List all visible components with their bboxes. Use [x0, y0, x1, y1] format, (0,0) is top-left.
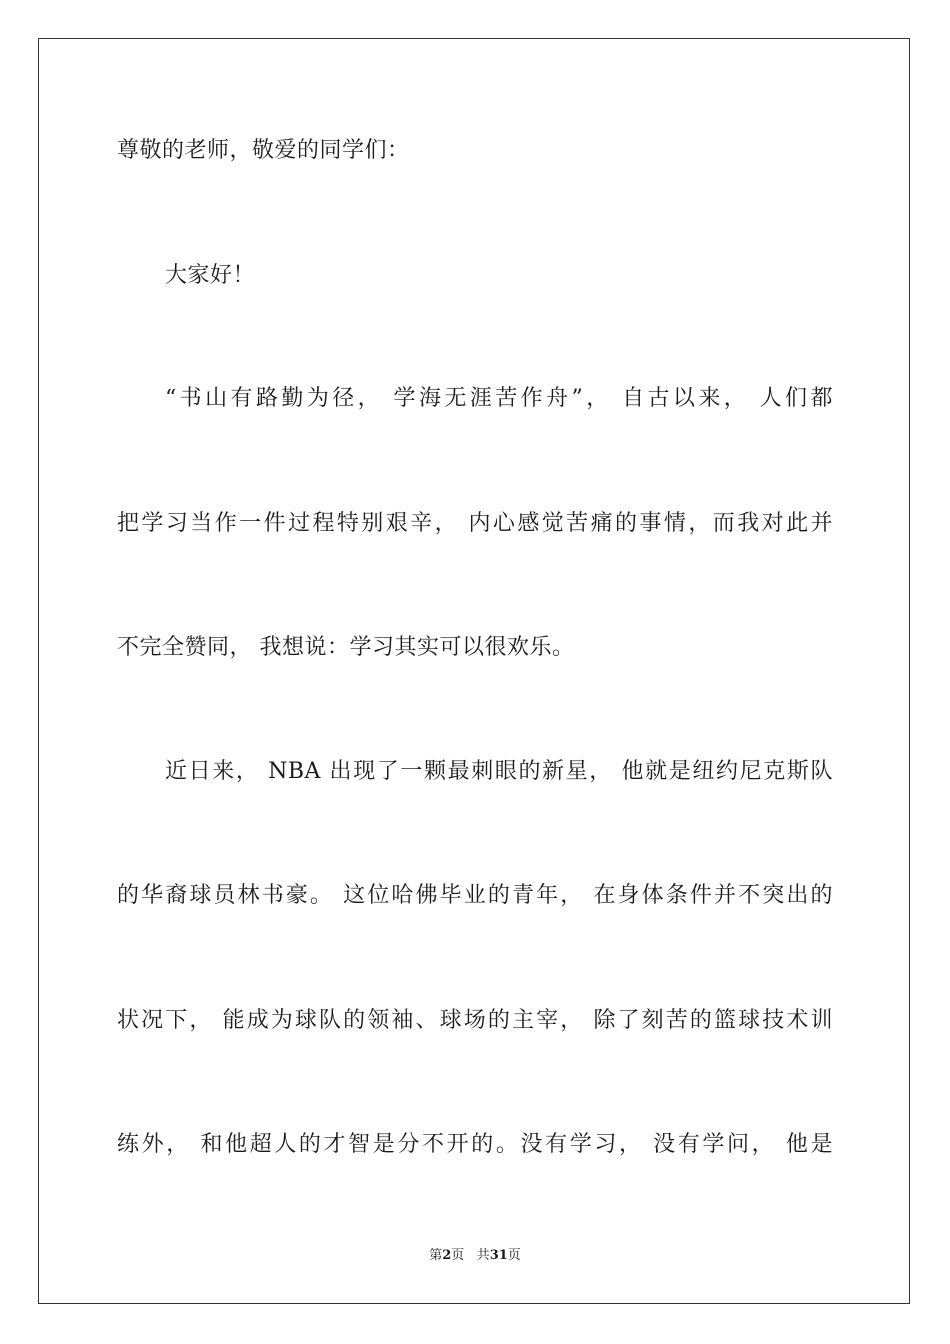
total-suffix: 页	[507, 1248, 521, 1263]
total-prefix: 共	[476, 1248, 490, 1263]
total-pages: 31	[489, 1248, 508, 1263]
paragraph-line-3: 不完全赞同， 我想说：学习其实可以很欢乐。	[117, 635, 575, 660]
paragraph-line-7: 练外， 和他超人的才智是分不开的。没有学习， 没有学问， 他是	[117, 1132, 833, 1157]
salutation-line: 尊敬的老师，敬爱的同学们：	[117, 138, 410, 163]
paragraph-line-1: “书山有路勤为径， 学海无涯苦作舟”， 自古以来， 人们都	[165, 386, 833, 411]
greeting-line: 大家好！	[165, 263, 256, 288]
page-footer	[0, 1247, 950, 1265]
paragraph-line-6: 状况下， 能成为球队的领袖、球场的主宰， 除了刻苦的篮球技术训	[117, 1008, 833, 1033]
paragraph-line-5: 的华裔球员林书豪。 这位哈佛毕业的青年， 在身体条件并不突出的	[117, 883, 833, 908]
paragraph-line-2: 把学习当作一件过程特别艰辛， 内心感觉苦痛的事情，而我对此并	[117, 511, 833, 536]
page-border	[38, 38, 910, 1304]
paragraph-line-4: 近日来， NBA 出现了一颗最刺眼的新星， 他就是纽约尼克斯队	[165, 759, 833, 784]
page-prefix: 第	[429, 1248, 443, 1263]
page-number: 2	[442, 1248, 452, 1263]
page-suffix: 页	[451, 1248, 465, 1263]
